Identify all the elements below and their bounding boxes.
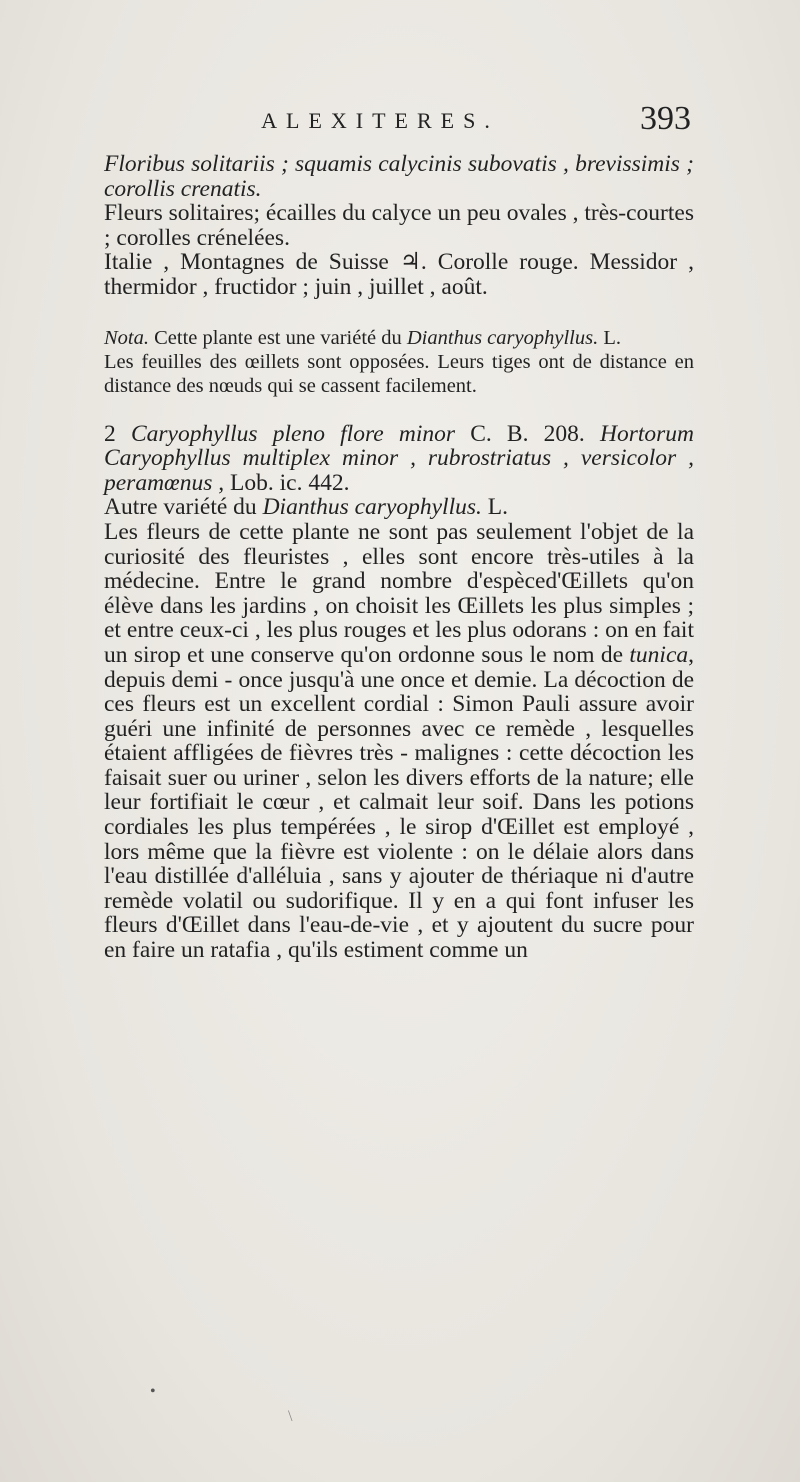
entry1-habitat: Italie , Montagnes de Suisse ♃. Corolle rouge. Messidor , thermidor , fructidor ; juin , juillet , août. xyxy=(104,249,694,300)
marginal-mark-2: \ xyxy=(288,1408,293,1425)
body-text xyxy=(104,152,694,963)
entry2-ref1: C. B. 208. xyxy=(470,420,585,447)
page-number: 393 xyxy=(640,100,691,137)
nota-label: Nota. xyxy=(104,326,149,349)
marginal-mark: • xyxy=(150,1383,156,1400)
entry2-variety-a: Autre variété du xyxy=(104,494,257,521)
entry2-paragraph-term: tunica xyxy=(629,641,689,668)
nota-species: Dianthus caryophyllus. xyxy=(406,326,599,349)
running-head: ALEXITERES. xyxy=(261,108,499,133)
nota-text1-a: Cette plante est une variété du xyxy=(154,326,402,349)
entry2-number: 2 xyxy=(104,420,116,447)
entry2-paragraph xyxy=(104,520,694,963)
entry2-heading xyxy=(104,422,694,496)
entry2-ref2: Lob. ic. 442. xyxy=(230,469,350,496)
nota-paragraph xyxy=(104,326,694,398)
nota-text1-b: L. xyxy=(603,326,621,349)
entry2-variety-species: Dianthus caryophyllus. xyxy=(262,494,482,521)
entry2-paragraph-b: , depuis demi - once jusqu'à une once et demie. La décoction de ces fleurs est un excellent cordial : Simon Pauli assure avoir guéri une infinité de personnes avec ce remède , lesquelles étaient affligées de fièvres très - malignes : cette décoction les faisait suer ou uriner , selon les divers efforts de la nature; elle leur fortifiait le cœur , et calmait leur soif. Dans les potions cordiales les plus tempérées , le sirop d'Œillet est employé , lors même que la fièvre est violente : on le délaie alors dans l'eau distillée d'alléluia , sans y ajouter de thériaque ni d'autre remède volatil ou sudorifique. Il y en a qui font infuser les fleurs d'Œillet dans l'eau-de-vie , et y ajoutent du sucre pour en faire un ratafia , qu'ils estiment comme un xyxy=(104,641,695,964)
entry2-paragraph-a: Les fleurs de cette plante ne sont pas seulement l'objet de la curiosité des fleuristes , elles sont encore très-utiles à la médecine. Entre le grand nombre d'espèced'Œillets qu'on élève dans les jardins , on choisit les Œillets les plus simples ; et entre ceux-ci , les plus rouges et les plus odorans : on en fait un sirop et une conserve qu'on ordonne sous le nom de xyxy=(104,518,694,668)
entry1-latin-description: Floribus solitariis ; squamis calycinis subovatis , brevissimis ; corollis crenatis. xyxy=(104,151,694,202)
entry2-variety xyxy=(104,495,694,520)
entry2-synonym: Hortorum Caryophyllus multiplex minor , rubrostriatus , versicolor , peramœnus , xyxy=(104,420,694,496)
page-header xyxy=(0,100,800,148)
entry1-french-description: Fleurs solitaires; écailles du calyce un peu ovales , très-courtes ; corolles crénelées. xyxy=(104,200,694,251)
entry2-name: Caryophyllus pleno flore minor xyxy=(130,420,455,447)
nota-text2: Les feuilles des œillets sont opposées. Leurs tiges ont de distance en distance des nœuds qui se cassent facilement. xyxy=(104,350,694,397)
entry2-variety-b: L. xyxy=(487,494,508,521)
